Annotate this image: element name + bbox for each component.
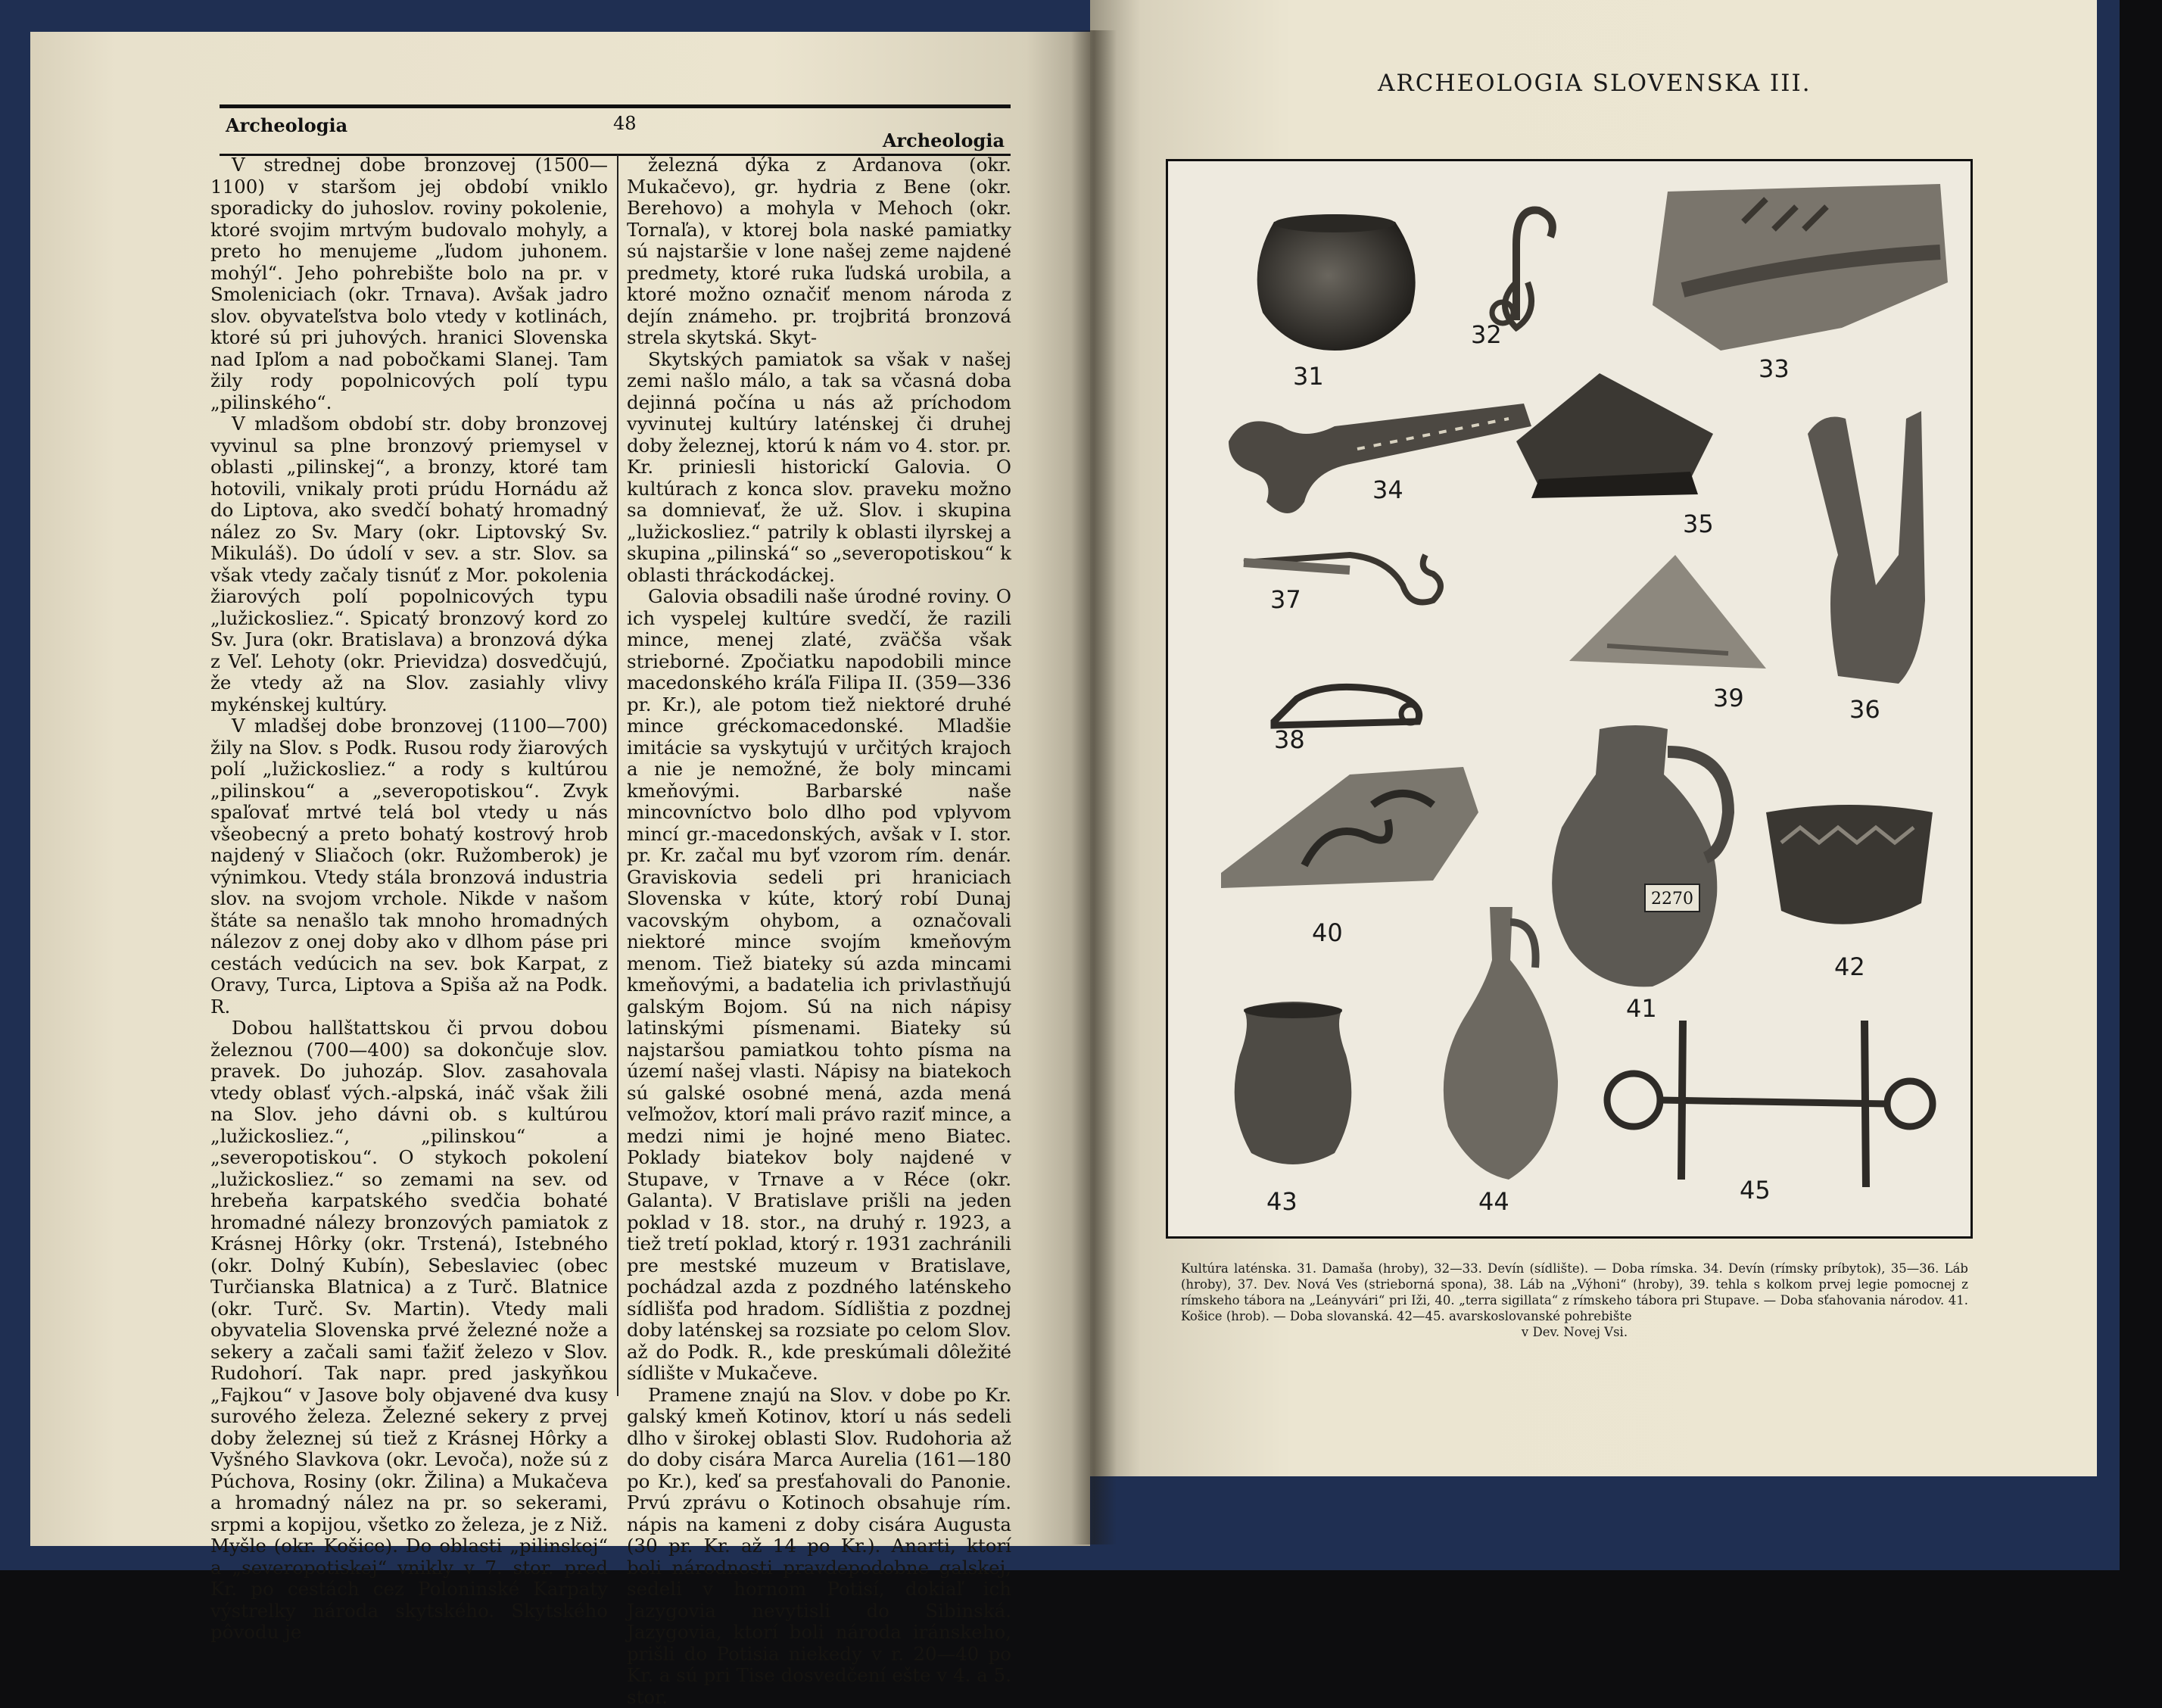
paragraph: železná dýka z Ardanova (okr. Mukačevo), gr. hydria z Bene (okr. Berehovo) a mohyla v Mehoch (okr. Tornaľa), v ktorej bola naské pamiatky sú najstaršie v lone našej zeme najdené predmety, ktoré ruka ľudská urobila, a ktoré možno označiť menom národa z dejín známeho. pr. trojbritá bronzová strela skytská. Skyt- xyxy=(627,154,1011,349)
figure-42-label: 42 xyxy=(1834,952,1865,981)
tile-fragment-image xyxy=(1793,404,1944,699)
figure-40-label: 40 xyxy=(1312,918,1343,947)
figure-36-label: 36 xyxy=(1849,695,1880,724)
paragraph: Skytských pamiatok sa však v našej zemi našlo málo, a tak sa včasná doba dejinná počína u nás až príchodom vyvinutej kultúry laténskej či druhej doby železnej, ktorú k nám vo 4. stor. pr. Kr. priniesli historickí Galovia. O kultúrach z konca slov. praveku možno sa domnievať, že už. Slov. i skupina „lužickosliez.“ patrily k oblasti ilyrskej a skupina „pilinská“ so „severopotiskou“ k oblasti thráckodáckej. xyxy=(627,349,1011,587)
figure-37-label: 37 xyxy=(1270,585,1301,614)
paragraph: Galovia obsadili naše úrodné roviny. O ich vyspelej kultúre svedčí, že razili mince, menej zlaté, zväčša však strieborné. Zpočiatku napodobili mince macedonského kráľa Filipa II. (359—336 pr. Kr.), ale potom tiež niektoré druhé mince gréckomacedonské. Mladšie imitácie sa vyskytujú v určitých krajoch a nie je nemožné, že boly mincami kmeňovými. Barbarské naše mincovníctvo bolo dlho pod vplyvom mincí gr.-macedonských, avšak v I. stor. pr. Kr. začal mu byť vzorom rím. denár. Graviskovia sedeli pri hraniciach Slovenska v kúte, ktorý robí Dunaj vacovským ohybom, a označovali niektoré mince svojím kmeňovým menom. Tiež biateky sú azda mincami kmeňovými, a badatelia ich privlastňujú galským Bojom. Sú na nich nápisy latinskými písmenami. Biateky sú najstaršou pamiatkou tohto písma na území našej vlasti. Nápisy na biatekoch sú galské osobné mená, azda mená veľmožov, ktorí mali právo raziť mince, a medzi nimi je hojné meno Biatec. Poklady biatekov boly najdené v Stupave, v Trnave a v Réce (okr. Galanta). V Bratislave prišli na jeden poklad v 18. stor., na druhý r. 1923, a tiež tretí poklad, ktorý r. 1931 zachránili pre mestské muzeum v Bratislave, pochádzal azda z pozdného laténskeho sídlišťa pod hradom. Sídlištia z pozdnej doby laténskej sa rozsiate po celom Slov. až do Podk. R., kde preskúmali dôležité sídlište v Mukačeve. xyxy=(627,586,1011,1385)
figure-39-label: 39 xyxy=(1713,684,1744,712)
roof-tile-image xyxy=(1509,366,1721,502)
running-head-right: Archeologia xyxy=(883,129,1005,151)
paragraph: V mladšej dobe bronzovej (1100—700) žily na Slov. s Podk. Rusou rody žiarových polí „lužickosliez.“ a rody s kultúrou „pilinskou“ a „severopotiskou“. Zvyk spaľovať mrtvé telá bol vtedy u nás všeobecný a preto bohatý kostrový hrob najdený v Sliačoch (okr. Ružomberok) je výnimkou. Vtedy stála bronzová industria slov. na svojom vrchole. Nikde v našom štáte sa nenašlo tak mnoho hromadných nálezov z onej doby ako v dlhom páse pri cestách vedúcich na sev. bok Karpat, z Oravy, Turca, Liptova a Spiša až na Podk. R. xyxy=(210,715,608,1018)
flask-image xyxy=(1425,899,1577,1187)
plate-header: ARCHEOLOGIA SLOVENSKA III. xyxy=(1378,70,1812,97)
figure-41-label: 41 xyxy=(1626,994,1657,1023)
jug-tag-label: 2270 xyxy=(1651,890,1693,909)
running-head-left: Archeologia xyxy=(226,114,347,136)
paragraph: Pramene znajú na Slov. v dobe po Kr. galský kmeň Kotinov, ktorí u nás sedeli dlho v širokej oblasti Slov. Rudohoria až do doby cisára Marca Aurelia (161—180 po Kr.), keď sa presťahovali do Panonie. Prvú zprávu o Kotinoch obsahuje rím. nápis na kameni z doby cisára Augusta (30 pr. Kr. až 14 po Kr.). Anarti, ktorí boli národnosti pravdepodobne galskej, sedeli v hornom Potisí, dokiaľ ich Jazygovia nevytisli do Sibinská. Jazygovia, ktorí boli národa iránskeho, prišli do Potisia niekedy v r. 20—40 po Kr. a sú pri Tise dosvedčení ešte v 4. a 5. stor. xyxy=(627,1385,1011,1708)
figure-45-label: 45 xyxy=(1740,1176,1771,1205)
figure-35-label: 35 xyxy=(1683,510,1714,538)
pot-image xyxy=(1244,207,1425,351)
paragraph: V strednej dobe bronzovej (1500—1100) v staršom jej období vniklo sporadicky do juhoslov. roviny pokolenie, ktoré svojim mrtvým budovalo mohyly, a preto ho menujeme „ľudom juhonem. mohýl“. Jeho pohrebište bolo na pr. v Smoleniciach (okr. Trnava). Avšak jadro slov. obyvateľstva bolo vtedy v kotlinách, ktoré sú pri juhových. hranici Slovenska nad Ipľom a nad pobočkami Slanej. Tam žily rody popolnicových polí typu „pilinského“. xyxy=(210,154,608,413)
text-column-right xyxy=(627,154,1011,1708)
caption-line: v Dev. Novej Vsi. xyxy=(1181,1324,1968,1340)
jar-image xyxy=(1221,994,1365,1168)
hook-image xyxy=(1463,192,1569,335)
stamped-tile-image xyxy=(1562,547,1774,684)
horse-bit-image xyxy=(1592,1013,1955,1187)
figure-32-label: 32 xyxy=(1471,320,1502,349)
figure-38-label: 38 xyxy=(1274,725,1305,754)
figure-44-label: 44 xyxy=(1478,1187,1509,1216)
figure-34-label: 34 xyxy=(1372,475,1403,504)
running-head xyxy=(220,104,1011,156)
plate-caption xyxy=(1181,1261,1968,1340)
book-gutter xyxy=(1071,30,1117,1544)
figure-43-label: 43 xyxy=(1266,1187,1298,1216)
column-divider xyxy=(617,154,618,1396)
page-number: 48 xyxy=(613,113,637,134)
fibula-image xyxy=(1221,396,1539,532)
text-column-left xyxy=(210,154,608,1644)
bowl-image xyxy=(1759,797,1940,941)
sherd-image xyxy=(1637,176,1955,358)
figure-31-label: 31 xyxy=(1293,362,1324,391)
plate-frame xyxy=(1166,159,1973,1239)
figure-33-label: 33 xyxy=(1759,354,1790,383)
paragraph: V mladšom období str. doby bronzovej vyvinul sa plne bronzový priemysel v oblasti „pilinskej“, a bronzy, ktoré tam hotovili, vnikaly proti prúdu Hornádu až do Liptova, ako svedčí bohatý hromadný nález zo Sv. Mary (okr. Liptovský Sv. Mikuláš). Do údolí v sev. a str. Slov. sa však vtedy začaly tisnúť z Mor. pokolenia žiarových polí popolnicových typu „lužickosliez.“. Spicatý bronzový kord zo Sv. Jura (okr. Bratislava) a bronzová dýka z Veľ. Lehoty (okr. Prievidza) dosvedčujú, že vtedy až na Slov. zasiahly vlivy mykénskej kultúry. xyxy=(210,413,608,715)
terra-sigillata-image xyxy=(1213,759,1486,911)
paragraph: Dobou hallštattskou či prvou dobou železnou (700—400) sa dokončuje slov. pravek. Do juhozáp. Slov. zasahovala vtedy oblasť vých.-alpská, ináč však žili na Slov. jeho dávni ob. s kultúrou „lužickosliez.“, „pilinskou“ a „severopotiskou“. O stykoch pokolení „lužickosliez.“ so zemami na sev. od hrebeňa karpatského svedčia bohaté hromadné nálezy bronzových pamiatok z Krásnej Hôrky (okr. Trstená), Istebného (okr. Dolný Kubín), Sebeslaviec (obec Turčianska Blatnica) a z Turč. Blatnice (okr. Turč. Sv. Martin). Vtedy mali obyvatelia Slovenska prvé železné nože a sekery a začali sami ťažiť železo v Slov. Rudohorí. Tak napr. pred jaskyňkou „Fajkou“ v Jasove boly objavené dva kusy surového železa. Železné sekery z prvej doby železnej sú tiež z Krásnej Hôrky a Vyšného Slavkova (okr. Levoča), nože sú z Púchova, Rosiny (okr. Žilina) a Mukačeva a hromadný nález na pr. so sekerami, srpmi a kopijou, všetko zo železa, je z Niž. Myšle (okr. Košice). Do oblasti „pilinskej“ a „severopotiskej“ vnikly v 7. stor. pred Kr. po cestách cez Poloninské Karpaty výstrelky národa skytského. Skytského pôvodu je xyxy=(210,1018,608,1644)
caption-line: Kultúra laténska. 31. Damaša (hroby), 32—33. Devín (sídlište). — Doba rímska. 34. Devín (rímsky príbytok), 35—36. Láb (hroby), 37. Dev. Nová Ves (strieborná spona), 38. Láb na „Výhoni“ (hroby), 39. tehla s kolkom prvej legie pomocnej z rímskeho tábora na „Leányvári“ pri Iži, 40. „terra sigillata“ z rímskeho tábora pri Stupave. — Doba sťahovania národov. 41. Košice (hrob). — Doba slovanská. 42—45. avarskoslovanské pohrebište xyxy=(1181,1261,1968,1324)
